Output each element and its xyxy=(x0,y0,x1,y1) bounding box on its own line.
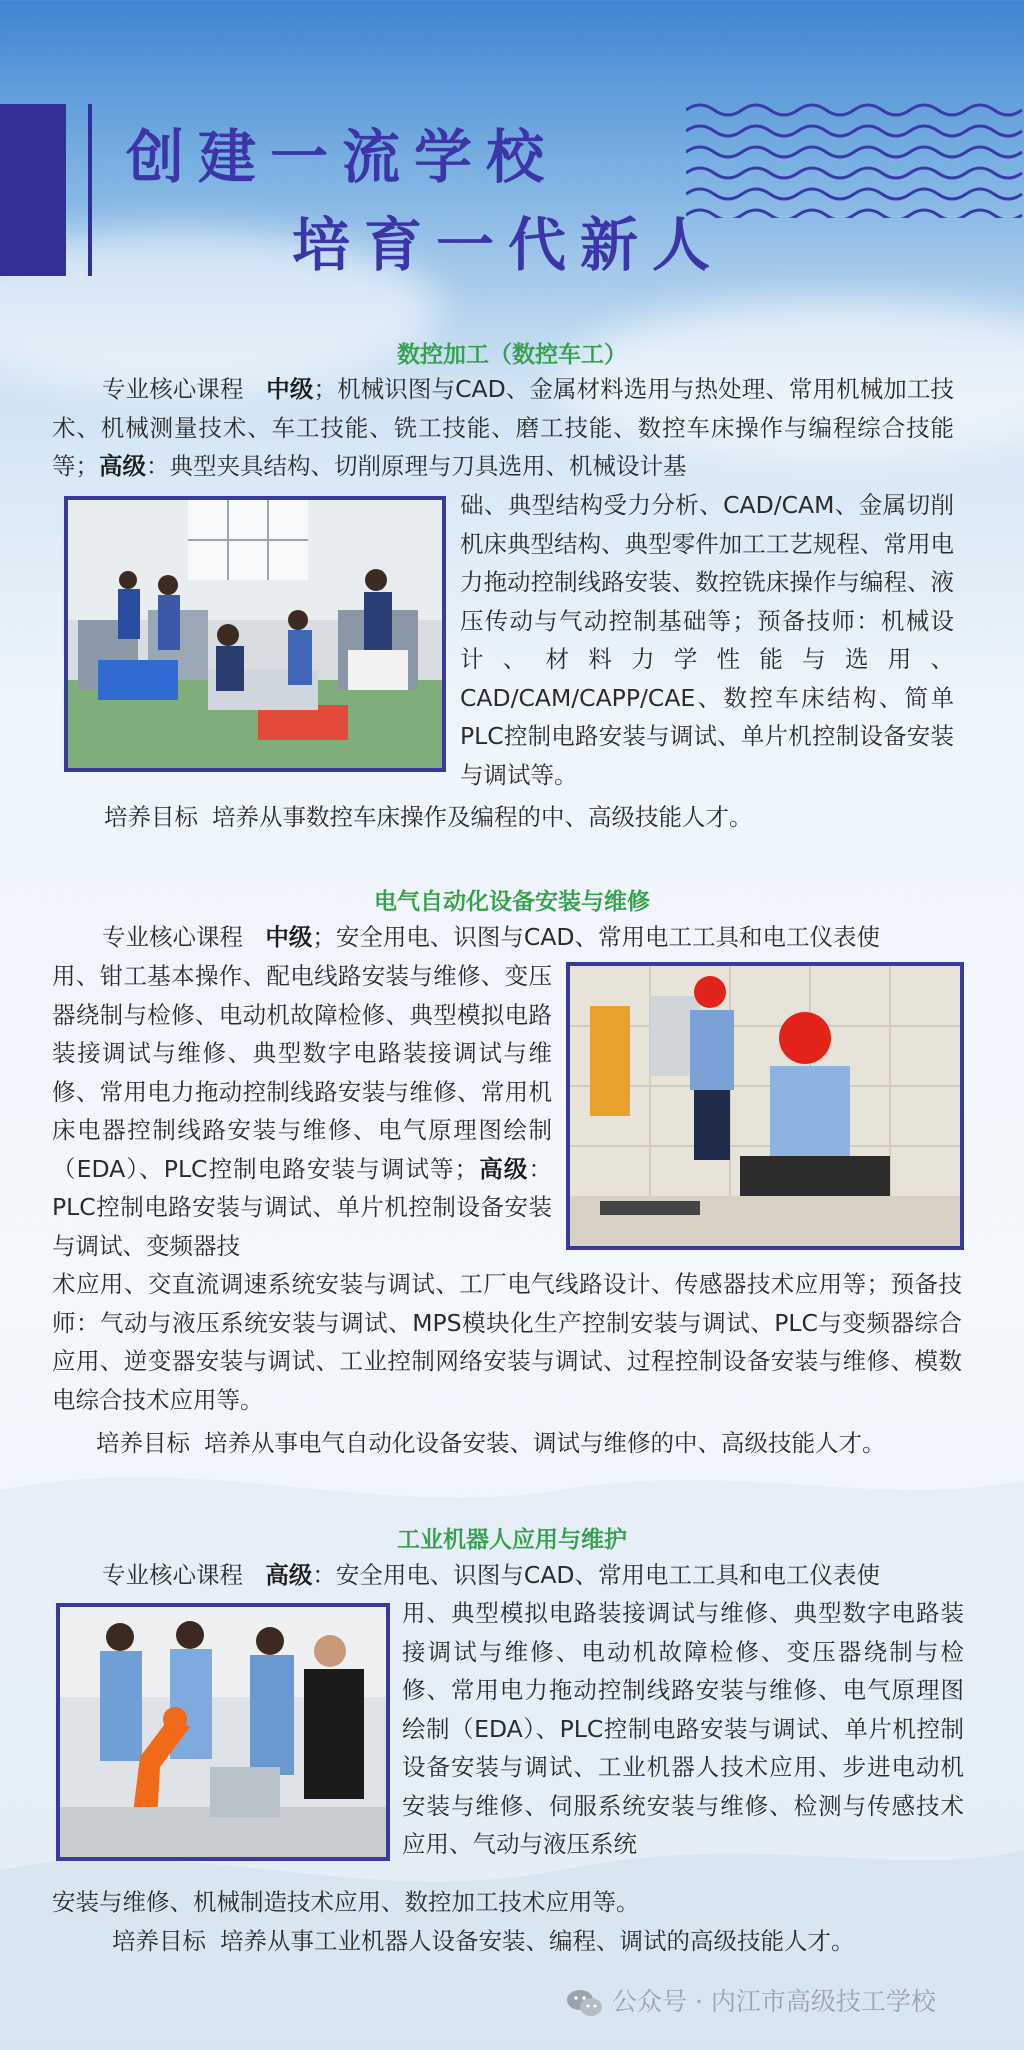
robotics-lab-illustration xyxy=(60,1607,386,1857)
level-mid-label: 中级 xyxy=(265,923,313,951)
course-text-high: ：安全用电、识图与CAD、常用电工工具和电工仪表使 xyxy=(312,1561,881,1589)
course-label: 专业核心课程 xyxy=(102,375,244,403)
section-robotics-paragraph-wrap: 用、典型模拟电路装接调试与维修、典型数字电路装接调试与维修、电动机故障检修、变压器绕制与检修、常用电力拖动控制线路安装与维修、电气原理图绘制（EDA）、PLC控制电路安装与调试、单片机控制设备安装与调试、工业机器人技术应用、步进电动机安装与维修、伺服系统安装与维修、检测与传感技术应用、气动与液压系统 xyxy=(402,1599,964,1858)
photo-robotics-lab xyxy=(56,1603,390,1861)
goal-text: 培养从事工业机器人设备安装、编程、调试的高级技能人才。 xyxy=(220,1927,855,1955)
section-cnc-paragraph-top xyxy=(52,370,954,486)
level-high-label: 高级 xyxy=(265,1561,313,1589)
wave-lines-decoration xyxy=(686,98,1024,218)
section-electrical-goal xyxy=(96,1424,886,1462)
photo-cnc-workshop xyxy=(64,496,446,772)
section-robotics-goal xyxy=(112,1922,855,1960)
section-cnc-paragraph-wrap: 础、典型结构受力分析、CAD/CAM、金属切削机床典型结构、典型零件加工工艺规程、常用电力拖动控制线路安装、数控铣床操作与编程、液压传动与气动控制基础等；预备技师：机械设计、材料力学性能与选用、CAD/CAM/CAPP/CAE、数控车床结构、简单PLC控制电路安装与调试、单片机控制设备安装与调试等。 xyxy=(460,491,954,789)
course-text-mid: ；机械识图与CAD、金属材料选用与热处理、常用机械加工技术、机械测量技术、车工技能、铣工技能、磨工技能、数控车床操作与编程综合技能等； xyxy=(52,375,954,480)
cnc-workshop-illustration xyxy=(68,500,442,768)
section-electrical-paragraph-wrap xyxy=(52,957,552,1265)
level-mid-label: 中级 xyxy=(266,375,314,403)
goal-label: 培养目标 xyxy=(112,1927,206,1955)
goal-text: 培养从事电气自动化设备安装、调试与维修的中、高级技能人才。 xyxy=(204,1429,886,1457)
section-title-robotics: 工业机器人应用与维护 xyxy=(397,1527,627,1553)
wechat-icon xyxy=(566,1988,604,2018)
section-cnc-goal xyxy=(104,798,753,836)
photo-electrical-training xyxy=(566,962,964,1250)
section-robotics-paragraph-bottom: 安装与维修、机械制造技术应用、数控加工技术应用等。 xyxy=(52,1888,640,1916)
course-label: 专业核心课程 xyxy=(102,923,243,951)
footer-wechat-account xyxy=(566,1982,936,2018)
section-electrical-paragraph-top xyxy=(52,918,962,957)
goal-label: 培养目标 xyxy=(96,1429,190,1457)
course-label: 专业核心课程 xyxy=(102,1561,243,1589)
level-high-label: 高级 xyxy=(478,1154,529,1183)
goal-label: 培养目标 xyxy=(104,803,198,831)
section-title-electrical: 电气自动化设备安装与维修 xyxy=(374,889,650,915)
title-accent-bar xyxy=(0,104,66,276)
section-robotics-paragraph-top xyxy=(52,1556,962,1595)
footer-text: 公众号 · 内江市高级技工学校 xyxy=(612,1987,936,2016)
course-text-high: ：PLC控制电路安装与调试、单片机控制设备安装与调试、变频器技 xyxy=(52,1154,552,1260)
title-accent-line xyxy=(88,104,92,276)
section-electrical-paragraph-bottom: 术应用、交直流调速系统安装与调试、工厂电气线路设计、传感器技术应用等；预备技师：气动与液压系统安装与调试、MPS模块化生产控制安装与调试、PLC与变频器综合应用、逆变器安装与调试、工业控制网络安装与调试、过程控制设备安装与维修、模数电综合技术应用等。 xyxy=(52,1270,962,1414)
goal-text: 培养从事数控车床操作及编程的中、高级技能人才。 xyxy=(212,803,753,831)
page-title-line-1: 创建一流学校 xyxy=(126,123,559,191)
course-text-mid: ；安全用电、识图与CAD、常用电工工具和电工仪表使 xyxy=(312,923,881,951)
level-high-label: 高级 xyxy=(99,452,146,480)
page-title-line-2: 培育一代新人 xyxy=(292,211,725,279)
section-title-cnc: 数控加工（数控车工） xyxy=(397,342,627,368)
electrical-training-illustration xyxy=(570,966,960,1246)
course-text-high: ：典型夹具结构、切削原理与刀具选用、机械设计基 xyxy=(146,452,687,480)
course-text-mid-cont: 用、钳工基本操作、配电线路安装与维修、变压器绕制与检修、电动机故障检修、典型模拟电路装接调试与维修、典型数字电路装接调试与维修、常用电力拖动控制线路安装与维修、常用机床电器控制线路安装与维修、电气原理图绘制（EDA）、PLC控制电路安装与调试等； xyxy=(52,962,552,1183)
